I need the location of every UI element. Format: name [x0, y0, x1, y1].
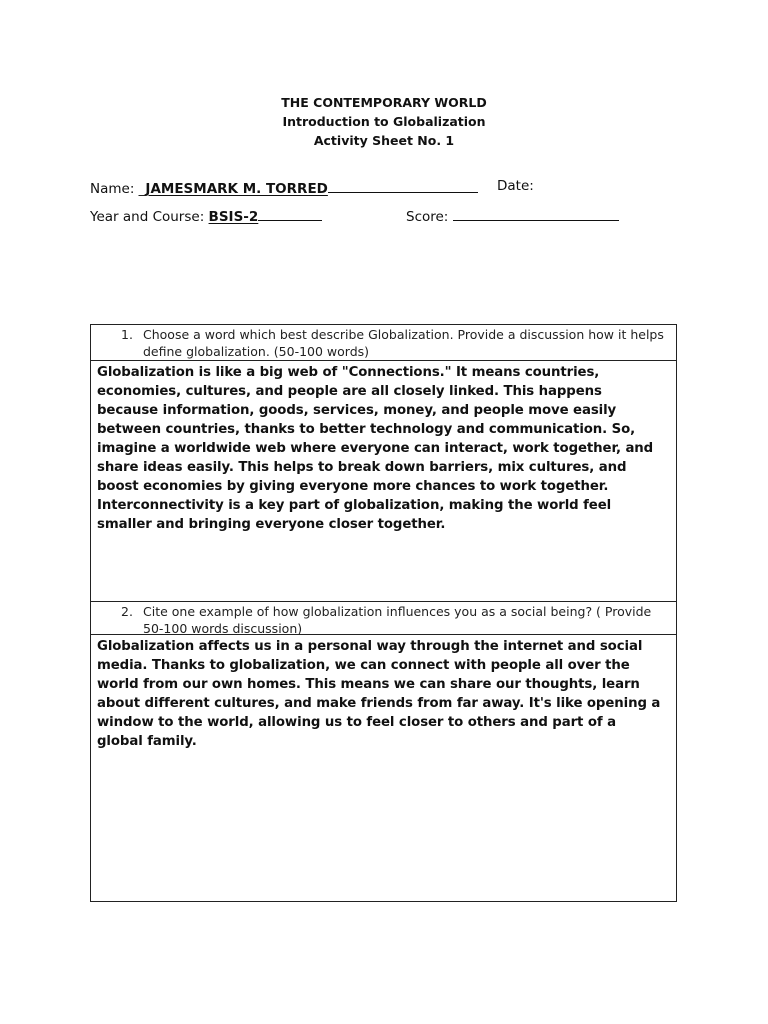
question-2-text: Cite one example of how globalization influences you as a social being? ( Provide 50-100 words discussion): [143, 604, 652, 636]
score-row: [406, 206, 619, 225]
name-row: [90, 178, 478, 197]
question-1-number: 1.: [121, 327, 133, 342]
activity-table: [90, 324, 677, 902]
activity-sheet-label: Activity Sheet No. 1: [313, 133, 455, 148]
document-title: THE CONTEMPORARY WORLD: [281, 95, 487, 110]
question-2-number: 2.: [121, 604, 133, 619]
question-1-cell: [91, 325, 676, 361]
answer-2-text: Globalization affects us in a personal way through the internet and social media. Thanks to globalization, we can connect with people all over the world from our own homes. This means we can share our thoughts, learn about different cultures, and make friends from far away. It's like opening a window to the world, allowing us to feel closer to others and part of a global family.: [97, 639, 661, 749]
question-1-prompt: [121, 326, 664, 360]
document-subtitle: Introduction to Globalization: [282, 114, 486, 129]
year-course-row: [90, 206, 322, 225]
document-header: [0, 93, 768, 150]
year-course-value: BSIS-2: [208, 209, 259, 225]
answer-1-cell: [91, 361, 676, 602]
score-blank-line: [453, 206, 619, 221]
year-course-blank-line: [258, 206, 322, 221]
score-label: Score:: [406, 209, 449, 225]
answer-2-cell: [91, 635, 676, 901]
name-label: Name: _: [90, 181, 146, 197]
name-value: JAMESMARK M. TORRED: [145, 181, 328, 197]
question-2-prompt: [121, 603, 664, 637]
date-label: Date:: [497, 178, 534, 194]
question-1-text: Choose a word which best describe Globalization. Provide a discussion how it helps define globalization. (50-100 words): [143, 327, 664, 359]
name-blank-line: [328, 178, 478, 193]
year-course-label: Year and Course:: [90, 209, 205, 225]
answer-1-text: Globalization is like a big web of "Connections." It means countries, economies, cultures, and people are all closely linked. This happens because information, goods, services, money, and people move easily between countries, thanks to better technology and communication. So, imagine a worldwide web where everyone can interact, work together, and share ideas easily. This helps to break down barriers, mix cultures, and boost economies by giving everyone more chances to work together. Interconnectivity is a key part of globalization, making the world feel smaller and bringing everyone closer together.: [97, 365, 654, 532]
question-2-cell: [91, 602, 676, 635]
